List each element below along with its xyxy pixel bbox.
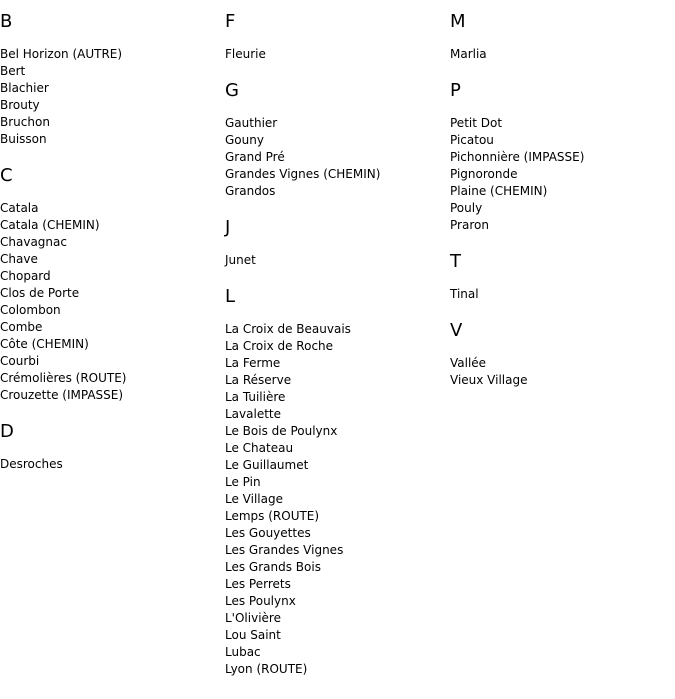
street-item: Crémolières (ROUTE) <box>0 371 127 385</box>
street-list <box>225 115 445 200</box>
section-letter: V <box>450 320 463 341</box>
street-item: Lyon (ROUTE) <box>225 662 308 676</box>
section-letter: L <box>225 286 236 307</box>
street-item: Buisson <box>0 132 47 146</box>
street-list <box>450 46 670 63</box>
letter-section-f <box>225 11 445 63</box>
section-letter: J <box>225 217 231 238</box>
street-item: La Ferme <box>225 356 281 370</box>
section-letter: B <box>0 11 13 32</box>
street-item: Blachier <box>0 81 49 95</box>
letter-section-l <box>225 286 445 678</box>
street-item: Marlia <box>450 47 487 61</box>
street-list <box>0 46 220 148</box>
street-item: Les Poulynx <box>225 594 296 608</box>
section-letter: G <box>225 80 239 101</box>
street-item: Plaine (CHEMIN) <box>450 184 548 198</box>
street-item: Lou Saint <box>225 628 281 642</box>
street-item: Tinal <box>450 287 479 301</box>
street-item: Gouny <box>225 133 264 147</box>
street-item: Catala (CHEMIN) <box>0 218 100 232</box>
street-item: Les Grandes Vignes <box>225 543 344 557</box>
street-item: Bert <box>0 64 26 78</box>
street-list <box>0 200 220 404</box>
street-list <box>225 252 445 269</box>
street-item: Grandos <box>225 184 276 198</box>
street-item: Vieux Village <box>450 373 528 387</box>
street-item: Chave <box>0 252 38 266</box>
street-item: Pignoronde <box>450 167 518 181</box>
street-item: Fleurie <box>225 47 266 61</box>
street-item: Praron <box>450 218 489 232</box>
letter-section-d <box>0 421 220 473</box>
street-item: Côte (CHEMIN) <box>0 337 89 351</box>
letter-section-v <box>450 320 670 389</box>
street-index-column-1 <box>0 11 220 490</box>
street-item: La Tuilière <box>225 390 286 404</box>
street-item: Les Perrets <box>225 577 291 591</box>
street-item: Lubac <box>225 645 261 659</box>
street-item: Pichonnière (IMPASSE) <box>450 150 585 164</box>
letter-section-t <box>450 251 670 303</box>
street-item: Chavagnac <box>0 235 67 249</box>
street-item: Grand Pré <box>225 150 285 164</box>
street-item: Vallée <box>450 356 487 370</box>
street-item: Bruchon <box>0 115 50 129</box>
street-item: Clos de Porte <box>0 286 80 300</box>
street-list <box>450 355 670 389</box>
street-item: Le Chateau <box>225 441 294 455</box>
street-item: Desroches <box>0 457 63 471</box>
street-list <box>0 456 220 473</box>
street-item: La Réserve <box>225 373 292 387</box>
street-item: Grandes Vignes (CHEMIN) <box>225 167 381 181</box>
street-item: Bel Horizon (AUTRE) <box>0 47 123 61</box>
section-letter: C <box>0 165 13 186</box>
street-list <box>450 115 670 234</box>
street-item: Courbi <box>0 354 40 368</box>
street-list <box>450 286 670 303</box>
section-letter: D <box>0 421 14 442</box>
street-item: Petit Dot <box>450 116 503 130</box>
section-letter: F <box>225 11 236 32</box>
letter-section-p <box>450 80 670 234</box>
street-item: Lavalette <box>225 407 282 421</box>
street-item: Le Pin <box>225 475 261 489</box>
street-item: Picatou <box>450 133 494 147</box>
street-item: Chopard <box>0 269 51 283</box>
street-item: Lemps (ROUTE) <box>225 509 320 523</box>
street-item: Les Gouyettes <box>225 526 311 540</box>
street-item: Gauthier <box>225 116 278 130</box>
street-item: Les Grands Bois <box>225 560 321 574</box>
street-item: Le Village <box>225 492 283 506</box>
street-item: Colombon <box>0 303 61 317</box>
section-letter: M <box>450 11 466 32</box>
letter-section-b <box>0 11 220 148</box>
street-list <box>225 321 445 678</box>
street-item: L'Olivière <box>225 611 281 625</box>
street-item: La Croix de Roche <box>225 339 334 353</box>
letter-section-m <box>450 11 670 63</box>
street-item: Catala <box>0 201 39 215</box>
street-item: Brouty <box>0 98 40 112</box>
street-item: Crouzette (IMPASSE) <box>0 388 124 402</box>
street-index-column-3 <box>450 11 670 406</box>
section-letter: P <box>450 80 461 101</box>
section-letter: T <box>450 251 461 272</box>
letter-section-c <box>0 165 220 404</box>
street-item: Combe <box>0 320 43 334</box>
street-item: Pouly <box>450 201 483 215</box>
street-item: Le Bois de Poulynx <box>225 424 338 438</box>
street-item: Junet <box>225 253 256 267</box>
street-item: Le Guillaumet <box>225 458 309 472</box>
letter-section-j <box>225 217 445 269</box>
street-item: La Croix de Beauvais <box>225 322 351 336</box>
street-index-column-2 <box>225 11 445 695</box>
letter-section-g <box>225 80 445 200</box>
street-list <box>225 46 445 63</box>
